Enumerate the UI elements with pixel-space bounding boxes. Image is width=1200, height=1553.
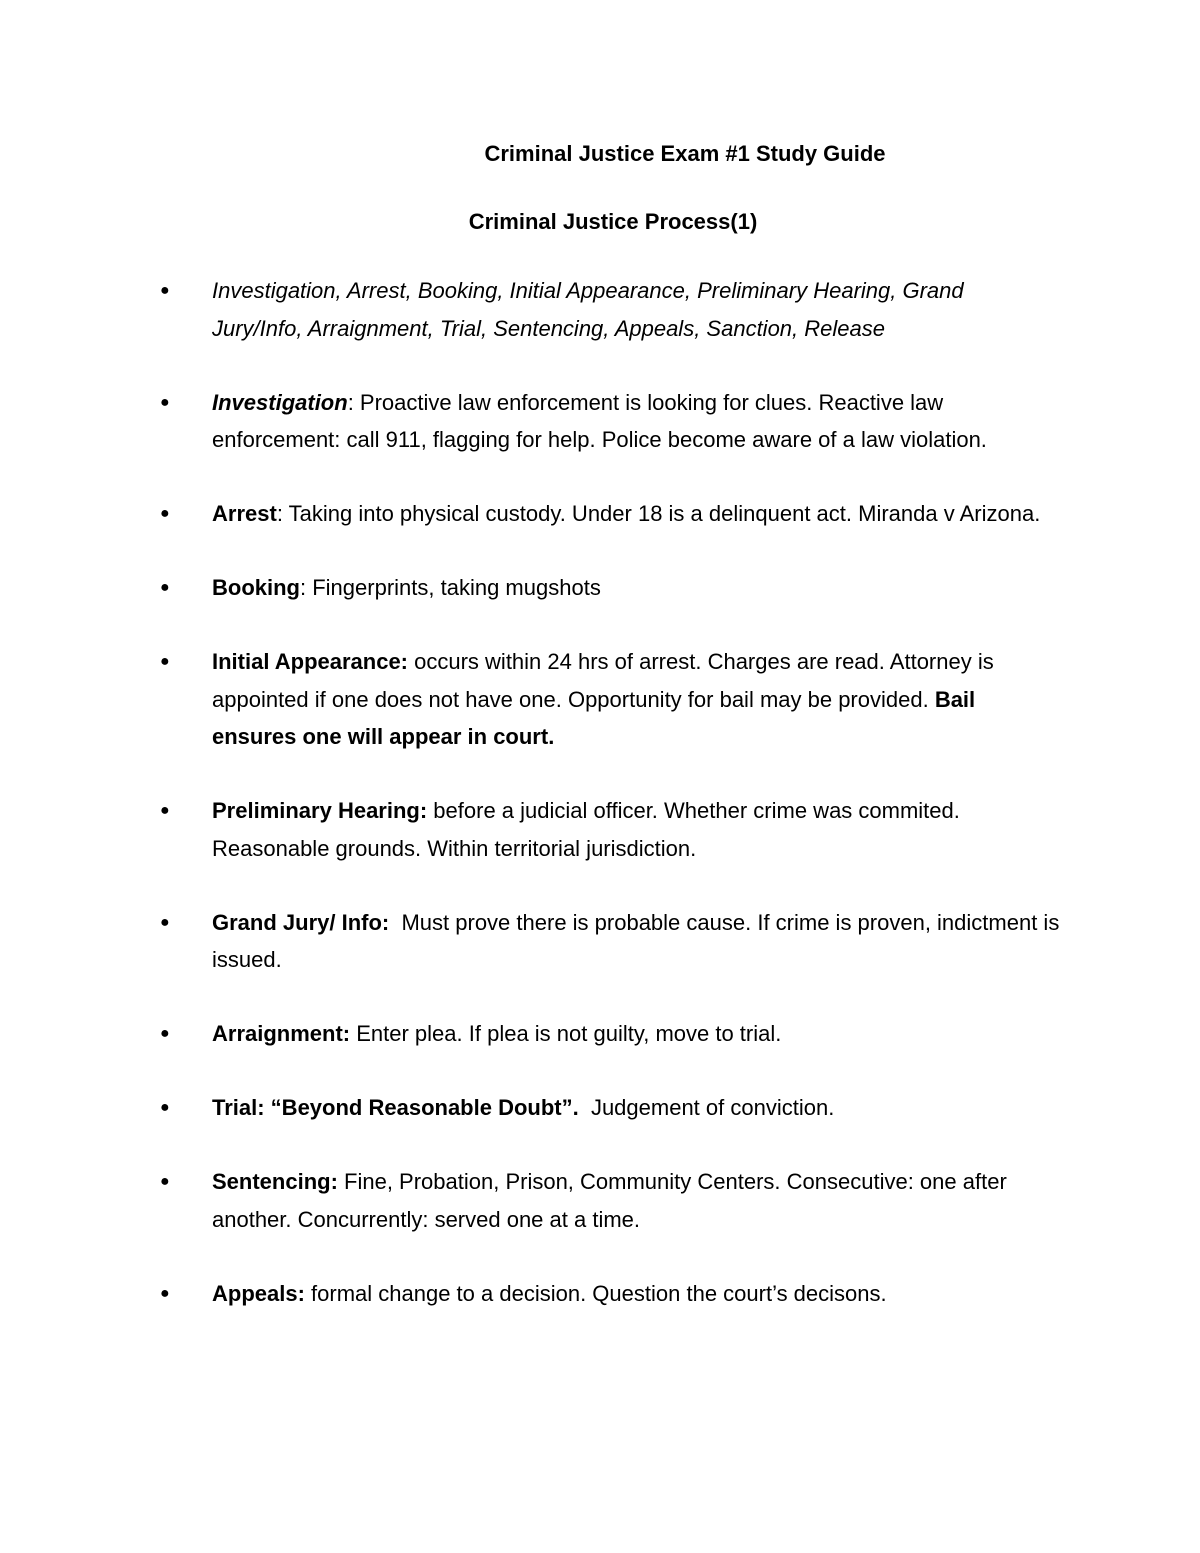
term: Investigation [212,389,348,415]
definition: Fingerprints, taking mugshots [312,575,601,600]
bullet-icon: ● [160,802,170,819]
bullet-icon: ● [160,1284,170,1302]
bullet-icon: ● [160,505,170,522]
process-list [0,272,1200,1349]
emphasis: Bail ensures one will appear in court. [212,686,976,749]
definition: Taking into physical custody. Under 18 is a delinquent act. Miranda v Arizona. [288,501,1041,526]
bullet-icon: ● [160,1025,170,1042]
definition: Must prove there is probable cause. If crime is proven, indictment is issued. [212,909,1066,972]
list-item-arraignment [0,1015,1200,1053]
definition: occurs within 24 hrs of arrest. Charges are read. Attorney is appointed if one does not have one. Opportunity for bail may be provided. [212,649,994,712]
list-item-grand-jury [0,904,1200,979]
overview-text: Investigation, Arrest, Booking, Initial Appearance, Preliminary Hearing, Grand Jury/Info, Arraignment, Trial, Sentencing, Appeals, Sanction, Release [212,278,964,341]
separator: : [347,389,360,415]
page-title: Criminal Justice Exam #1 Study Guide [484,141,886,166]
list-item-investigation [0,384,1200,459]
term: Preliminary Hearing: [212,798,428,823]
separator: : [300,575,313,600]
term: Appeals: [212,1280,305,1306]
bullet-icon: ● [160,653,170,670]
separator: : [276,501,289,526]
definition: before a judicial officer. Whether crime was commited. Reasonable grounds. Within territorial jurisdiction. [212,798,960,861]
list-item-preliminary-hearing [0,792,1200,867]
definition: Judgement of conviction. [578,1095,835,1120]
list-item-trial [0,1089,1200,1127]
list-item-booking [0,569,1200,607]
list-item-arrest [0,495,1200,533]
list-item-initial-appearance [0,643,1200,756]
definition: formal change to a decision. Question the court’s decisons. [304,1280,887,1306]
term: Arraignment: [212,1021,351,1046]
term: Sentencing: [212,1169,338,1194]
list-item-overview [0,272,1200,347]
term: Trial: “Beyond Reasonable Doubt”. [212,1095,579,1120]
bullet-icon: ● [160,913,170,931]
section-heading: Criminal Justice Process(1) [468,209,758,234]
list-item-sentencing [0,1163,1200,1238]
term: Booking [212,575,300,600]
term: Grand Jury/ Info: [212,909,390,935]
term: Arrest [212,501,277,526]
bullet-icon: ● [160,282,170,299]
list-item-appeals [0,1275,1200,1313]
definition: Enter plea. If plea is not guilty, move to trial. [350,1021,782,1046]
definition: Proactive law enforcement is looking for clues. Reactive law enforcement: call 911, flagging for help. Police become aware of a law violation. [212,389,987,452]
bullet-icon: ● [160,1099,170,1116]
bullet-icon: ● [160,393,170,411]
term: Initial Appearance: [212,649,409,674]
bullet-icon: ● [160,579,170,596]
definition: Fine, Probation, Prison, Community Centers. Consecutive: one after another. Concurrently: served one at a time. [212,1169,1007,1232]
bullet-icon: ● [160,1173,170,1190]
